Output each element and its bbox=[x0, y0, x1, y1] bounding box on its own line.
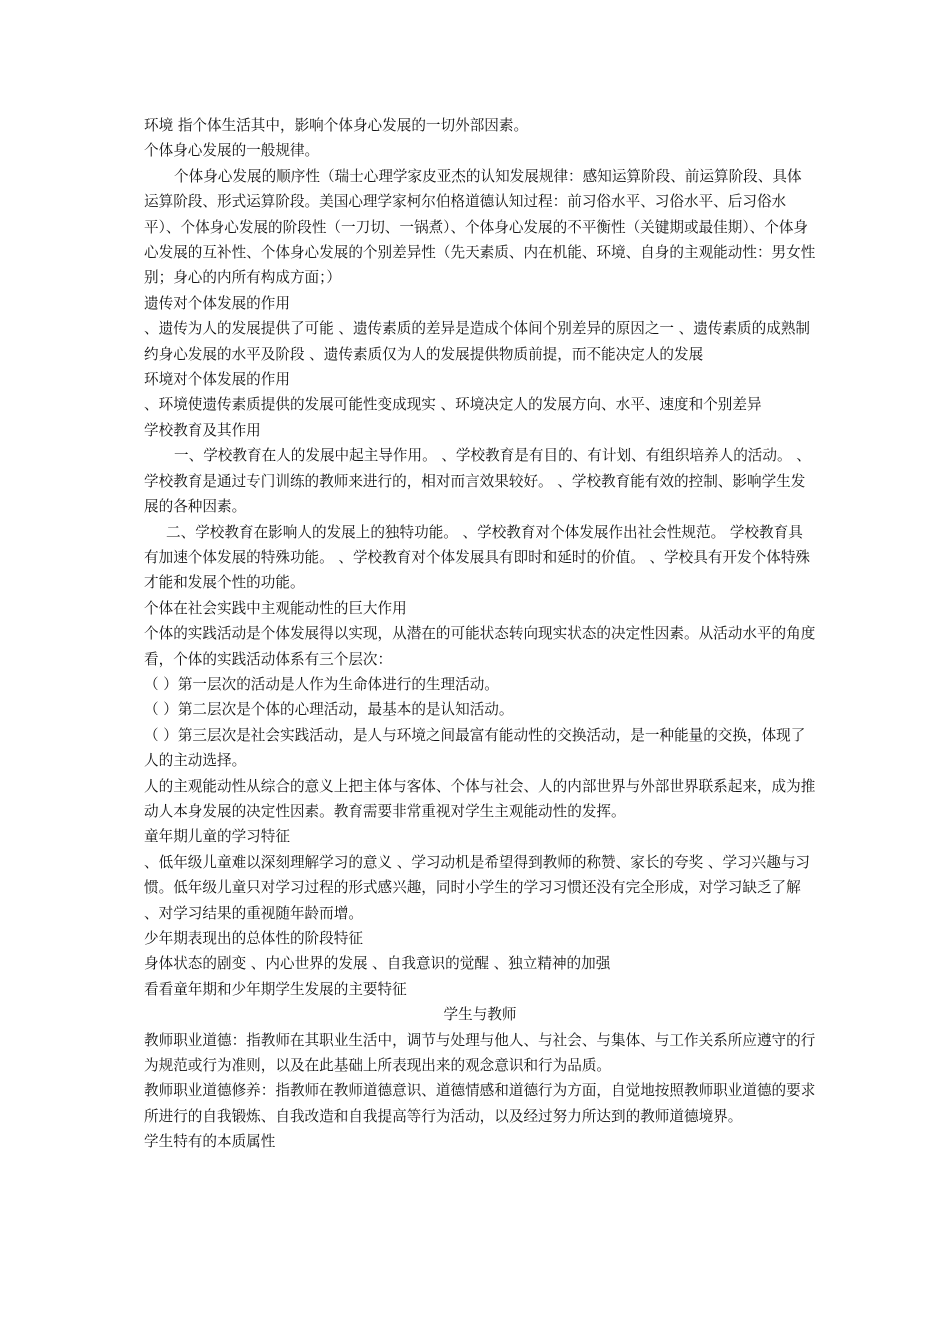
document-page bbox=[144, 113, 816, 1155]
paragraph-teacher-ethics: 教师职业道德：指教师在其职业生活中，调节与处理与他人、与社会、与集体、与工作关系所应遵守的行为规范或行为准则，以及在此基础上所表现出来的观念意识和行为品质。 bbox=[144, 1031, 816, 1075]
paragraph-teacher-ethics-cultivation: 教师职业道德修养：指教师在教师道德意识、道德情感和道德行为方面，自觉地按照教师职业道德的要求所进行的自我锻炼、自我改造和自我提高等行为活动，以及经过努力所达到的教师道德境界。 bbox=[144, 1082, 816, 1125]
paragraph-adolescence-features: 身体状态的剧变 、内心世界的发展 、自我意识的觉醒 、独立精神的加强 bbox=[144, 955, 611, 973]
heading-student-attributes: 学生特有的本质属性 bbox=[144, 1133, 276, 1151]
heading-environment-role: 环境对个体发展的作用 bbox=[144, 371, 290, 389]
paragraph-review-note: 看看童年期和少年期学生发展的主要特征 bbox=[144, 980, 407, 998]
heading-childhood-learning: 童年期儿童的学习特征 bbox=[144, 828, 290, 846]
paragraph-heredity-role: 、遗传为人的发展提供了可能 、遗传素质的差异是造成个体间个别差异的原因之一 、遗传素质的成熟制约身心发展的水平及阶段 、遗传素质仅为人的发展提供物质前提，而不能决定人的发展 bbox=[144, 320, 811, 363]
heading-heredity-role: 遗传对个体发展的作用 bbox=[144, 294, 290, 312]
paragraph-practice-activity: 个体的实践活动是个体发展得以实现，从潜在的可能状态转向现实状态的决定性因素。从活动水平的角度看，个体的实践活动体系有三个层次： bbox=[144, 625, 816, 668]
paragraph-environment-role: 、环境使遗传素质提供的发展可能性变成现实 、环境决定人的发展方向、水平、速度和个别差异 bbox=[144, 396, 762, 414]
list-item-level-three: （ ）第三层次是社会实践活动，是人与环境之间最富有能动性的交换活动，是一种能量的交换，体现了人的主动选择。 bbox=[144, 726, 806, 770]
paragraph-environment-definition: 环境 指个体生活其中，影响个体身心发展的一切外部因素。 bbox=[144, 117, 529, 134]
paragraph-development-laws: 个体身心发展的顺序性（瑞士心理学家皮亚杰的认知发展规律：感知运算阶段、前运算阶段、具体运算阶段、形式运算阶段。美国心理学家柯尔伯格道德认知过程：前习俗水平、习俗水平、后习俗水平）、个体身心发展的阶段性（一刀切、一锅煮）、个体身心发展的不平衡性（关键期或最佳期）、个体身心发展的互补性、个体身心发展的个别差异性（先天素质、内在机能、环境、自身的主观能动性：男女性别；身心的内所有构成方面；） bbox=[144, 167, 816, 287]
paragraph-school-leading-role: 一、学校教育在人的发展中起主导作用。 、学校教育是有目的、有计划、有组织培养人的活动。 、学校教育是通过专门训练的教师来进行的，相对而言效果较好。 、学校教育能有效的控制、影响学生发展的各种因素。 bbox=[144, 447, 811, 516]
heading-adolescence-features: 少年期表现出的总体性的阶段特征 bbox=[144, 930, 363, 947]
heading-subjective-initiative: 个体在社会实践中主观能动性的巨大作用 bbox=[144, 599, 407, 617]
paragraph-subjective-initiative: 人的主观能动性从综合的意义上把主体与客体、个体与社会、人的内部世界与外部世界联系起来，成为推动人本身发展的决定性因素。教育需要非常重视对学生主观能动性的发挥。 bbox=[144, 777, 816, 820]
heading-development-laws: 个体身心发展的一般规律。 bbox=[144, 142, 320, 160]
section-title-student-teacher: 学生与教师 bbox=[443, 1006, 517, 1024]
list-item-level-one: （ ）第一层次的活动是人作为生命体进行的生理活动。 bbox=[144, 675, 499, 693]
paragraph-childhood-learning: 、低年级儿童难以深刻理解学习的意义 、学习动机是希望得到教师的称赞、家长的夸奖 、学习兴趣与习惯。低年级儿童只对学习过程的形式感兴趣，同时小学生的学习习惯还没有完全形成，对学习缺乏了解 、对学习结果的重视随年龄而增。 bbox=[144, 853, 811, 922]
heading-school-education: 学校教育及其作用 bbox=[144, 421, 261, 439]
paragraph-school-unique-function: 二、学校教育在影响人的发展上的独特功能。 、学校教育对个体发展作出社会性规范。 学校教育具有加速个体发展的特殊功能。 、学校教育对个体发展具有即时和延时的价值。 、学校具有开发个体特殊才能和发展个性的功能。 bbox=[144, 523, 811, 592]
list-item-level-two: （ ）第二层次是个体的心理活动，最基本的是认知活动。 bbox=[144, 701, 514, 719]
